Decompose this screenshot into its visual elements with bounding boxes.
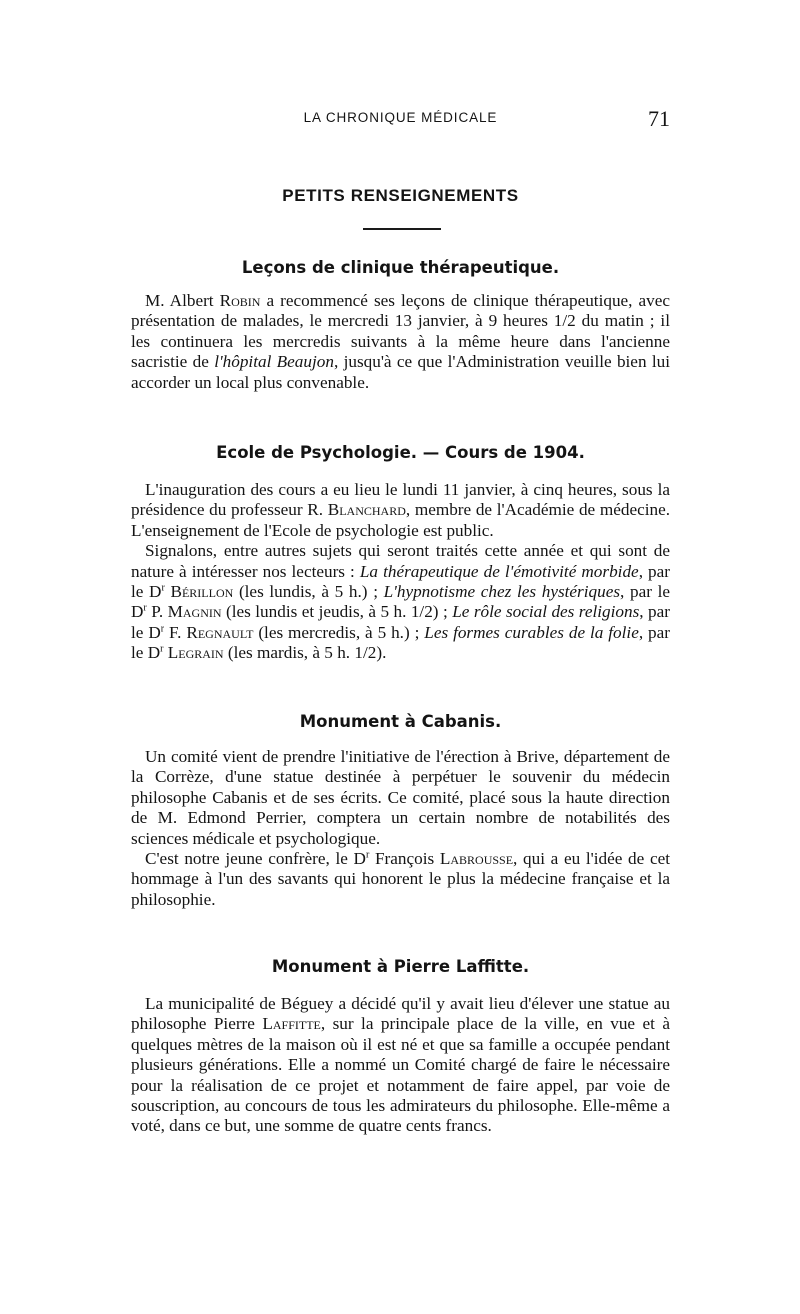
paragraph: Un comité vient de prendre l'initiative de l'érection à Brive, département de la Corrèze, d'une statue destinée à perpétuer le souvenir du médecin philosophe Cabanis et de ses écrits. Ce comité, placé sous la haute direction de M. Edmond Perrier, comptera un certain nombre de notabilités des sciences médicale et psychologique. bbox=[131, 747, 670, 848]
paragraph: C'est notre jeune confrère, le $D^r$ François Labrousse, qui a eu l'idée de cet hommage à l'un des savants qui honorent le plus la médecine française et la philosophie. bbox=[131, 849, 670, 909]
section-heading: Leçons de clinique thérapeutique. bbox=[241, 258, 560, 277]
section-psychologie bbox=[131, 443, 670, 664]
running-title: LA CHRONIQUE MÉDICALE bbox=[303, 110, 498, 125]
title-rule bbox=[363, 228, 441, 230]
paragraph: La municipalité de Béguey a décidé qu'il y avait lieu d'élever une statue au philosophe Pierre Laffitte, sur la principale place de la ville, en vue et à quelques mètres de la maison où il est né et que sa famille a occupée pendant plusieurs générations. Elle a nommé un Comité chargé de faire le nécessaire pour la réalisation de ce projet et notamment de faire appel, par voie de souscription, au concours de tous les admirateurs du philosophe. Elle-même a voté, dans ce but, une somme de quatre cents francs. bbox=[131, 994, 670, 1136]
section-heading: Monument à Pierre Laffitte. bbox=[271, 957, 530, 976]
section-cabanis bbox=[131, 712, 670, 910]
section-clinique bbox=[131, 258, 670, 393]
paragraph: M. Albert Robin a recommencé ses leçons de clinique thérapeutique, avec présentation de malades, le mercredi 13 janvier, à 9 heures 1/2 du matin ; il les continuera les mercredis suivants à la même heure dans l'ancienne sacristie de l'hôpital Beaujon, jusqu'à ce que l'Administration veuille bien lui accorder un local plus convenable. bbox=[131, 291, 670, 392]
page-number: 71 bbox=[648, 106, 670, 131]
page-title: PETITS RENSEIGNEMENTS bbox=[282, 186, 519, 205]
section-heading: Monument à Cabanis. bbox=[299, 712, 502, 731]
section-laffitte bbox=[131, 957, 670, 1137]
running-head bbox=[131, 108, 670, 132]
section-heading: Ecole de Psychologie. — Cours de 1904. bbox=[216, 443, 585, 462]
paragraph: L'inauguration des cours a eu lieu le lundi 11 janvier, à cinq heures, sous la présidence du professeur R. Blanchard, membre de l'Académie de médecine. L'enseignement de l'Ecole de psychologie est public. bbox=[131, 480, 670, 540]
paragraph: Signalons, entre autres sujets qui seront traités cette année et qui sont de nature à intéresser nos lecteurs : La thérapeutique de l'émotivité morbide, par le $D^r$ Bérillon (les lundis, à 5 h.) ; L'hypnotisme chez les hystériques, par le $D^r$ P. Magnin (les lundis et jeudis, à 5 h. 1/2) ; Le rôle social des religions, par le $D^r$ F. Regnault (les mercredis, à 5 h.) ; Les formes curables de la folie, par le $D^r$ Legrain (les mardis, à 5 h. 1/2). bbox=[131, 541, 670, 663]
